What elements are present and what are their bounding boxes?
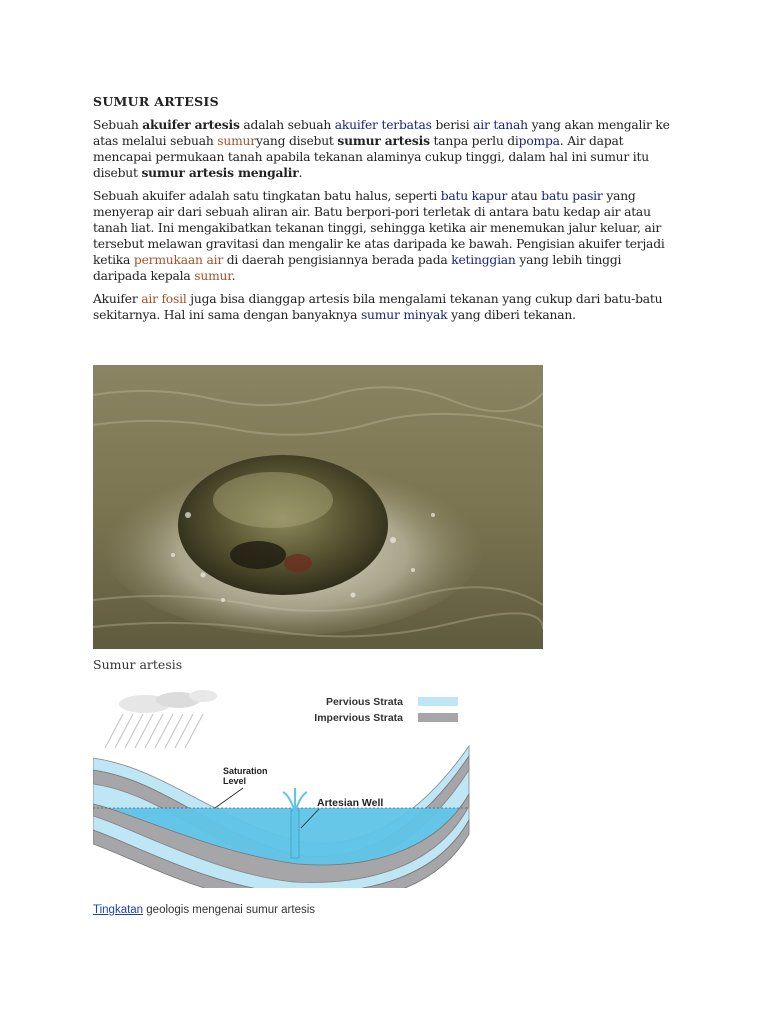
text: tanpa perlu di xyxy=(429,134,519,148)
artesian-well-diagram xyxy=(93,688,473,888)
link-batu-kapur[interactable]: batu kapur xyxy=(440,189,508,203)
text: atau xyxy=(507,189,542,203)
text: . xyxy=(231,269,236,283)
text: yang menyerap air dari sebuah aliran air. Batu berpori-pori terletak di antara batu kedap air atau tanah liat. Ini mengakibatkan tekanan tinggi, sehingga ketika air menemukan jalur keluar, air tersebut melawan gravitasi dan mengalir ke atas daripada ke bawah. Pengisian akuifer terjadi ketika xyxy=(93,189,665,267)
link-tingkatan[interactable]: Tingkatan xyxy=(93,904,144,916)
link-pompa[interactable]: pompa xyxy=(518,134,560,148)
cloud-icon xyxy=(119,690,217,713)
link-batu-pasir[interactable]: batu pasir xyxy=(541,189,603,203)
link-air-tanah[interactable]: air tanah xyxy=(473,118,528,132)
paragraph-2 xyxy=(93,188,678,284)
link-permukaan-air[interactable]: permukaan air xyxy=(133,253,223,267)
link-akuifer-terbatas[interactable]: akuifer terbatas xyxy=(334,118,432,132)
link-ketinggian[interactable]: ketinggian xyxy=(451,253,516,267)
article xyxy=(93,94,678,330)
text: berisi xyxy=(431,118,474,132)
legend-impervious-swatch xyxy=(418,713,458,722)
text: juga bisa dianggap artesis bila mengalami tekanan yang cukup dari batu-batu sekitarnya. Hal ini sama dengan banyaknya xyxy=(93,292,663,322)
text: di daerah pengisiannya berada pada xyxy=(223,253,452,267)
text: Sebuah xyxy=(93,118,143,132)
saturation-label-line1: Saturation xyxy=(223,766,268,776)
diagram-caption-text: geologis mengenai sumur artesis xyxy=(143,904,316,916)
link-sumur-2[interactable]: sumur xyxy=(194,269,232,283)
text: yang lebih tinggi daripada kepala xyxy=(93,253,622,283)
spring-photo-illustration xyxy=(93,365,543,649)
artesian-well-label: Artesian Well xyxy=(317,797,384,809)
legend-impervious-label: Impervious Strata xyxy=(314,712,403,724)
paragraph-1 xyxy=(93,117,678,181)
bold-term: sumur artesis mengalir xyxy=(141,165,299,180)
legend-pervious-label: Pervious Strata xyxy=(325,696,403,708)
link-air-fosil[interactable]: air fosil xyxy=(141,292,187,306)
artesian-well-shaft xyxy=(291,810,299,858)
artesian-spring-photo xyxy=(93,365,543,649)
strata-diagram xyxy=(93,688,473,888)
text: Akuifer xyxy=(93,292,142,306)
text: yang disebut xyxy=(255,134,338,148)
bold-term: akuifer artesis xyxy=(142,117,240,132)
text: adalah sebuah xyxy=(239,118,335,132)
bold-term: sumur artesis xyxy=(337,133,430,148)
text: . Air dapat mencapai permukaan tanah apabila tekanan alaminya cukup tinggi, dalam hal ini sumur itu disebut xyxy=(93,134,649,180)
text: Sebuah akuifer adalah satu tingkatan batu halus, seperti xyxy=(93,189,441,203)
paragraph-3 xyxy=(93,291,678,323)
rain-icon xyxy=(105,714,203,748)
legend-pervious-swatch xyxy=(418,697,458,706)
saturation-label-line2: Level xyxy=(223,776,247,786)
article-heading: SUMUR ARTESIS xyxy=(93,94,219,109)
link-sumur-minyak[interactable]: sumur minyak xyxy=(360,308,448,322)
text: yang akan mengalir ke atas melalui sebuah xyxy=(93,118,670,148)
photo-caption: Sumur artesis xyxy=(93,657,183,672)
link-sumur[interactable]: sumur xyxy=(217,134,256,148)
diagram-caption xyxy=(93,904,315,916)
text: yang diberi tekanan. xyxy=(447,308,576,322)
text: . xyxy=(298,166,303,180)
